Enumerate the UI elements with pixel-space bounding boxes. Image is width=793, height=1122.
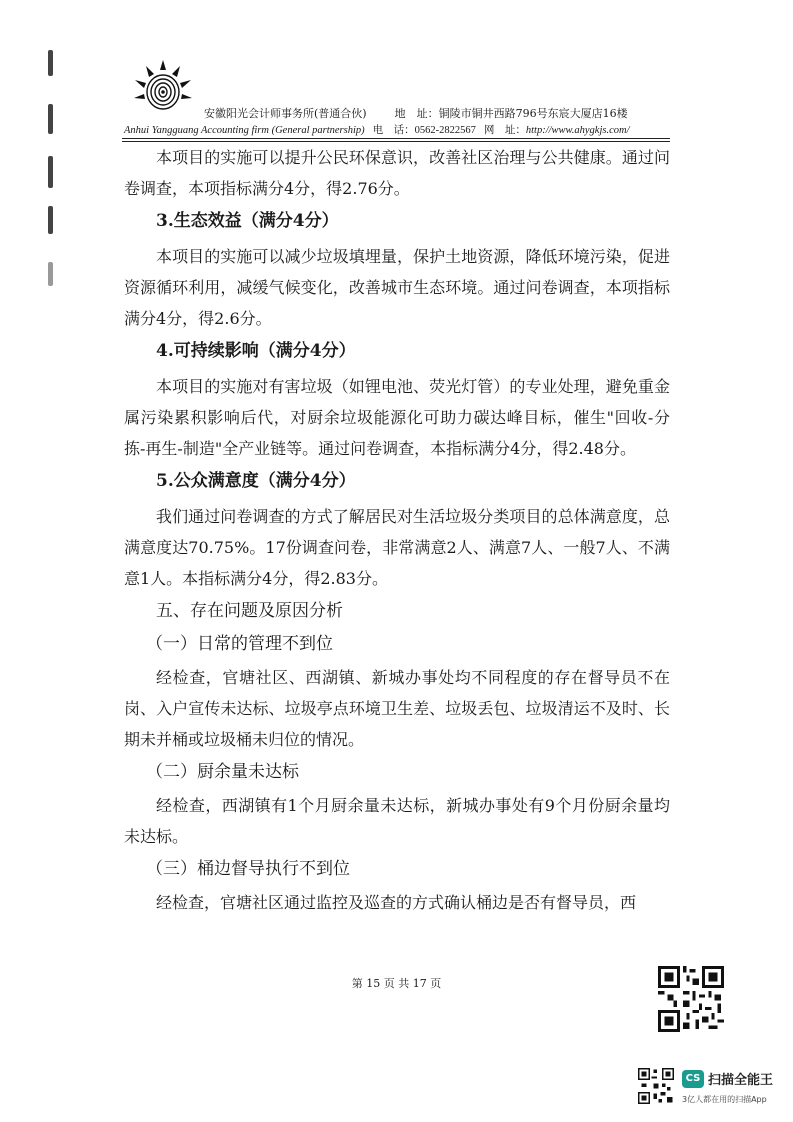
- qr-code-icon: [658, 966, 724, 1032]
- header-line-1: [204, 105, 628, 121]
- qr-code-icon: [638, 1068, 674, 1104]
- scanner-tagline: 3亿人都在用的扫描App: [682, 1095, 767, 1104]
- web-value: http://www.ahygkjs.com/: [525, 125, 630, 136]
- paragraph: 经检查，西湖镇有1个月厨余量未达标，新城办事处有9个月份厨余量均未达标。: [124, 796, 670, 846]
- firm-name-en: Anhui Yangguang Accounting firm (General partnership): [124, 125, 365, 136]
- binder-mark: [48, 50, 53, 76]
- subsection-heading: （三）桶边督导执行不到位: [146, 859, 350, 879]
- heading-ecological-benefit: 3.生态效益（满分4分）: [156, 211, 339, 231]
- paragraph: 本项目的实施对有害垃圾（如锂电池、荧光灯管）的专业处理，避免重金属污染累积影响后代，对厨余垃圾能源化可助力碳达峰目标，催生"回收-分拣-再生-制造"全产业链等。通过问卷调查，本指标满分4分，得2.48分。: [124, 377, 670, 458]
- binder-mark: [48, 156, 53, 188]
- page-body: [124, 142, 670, 918]
- heading-sustainable-impact: 4.可持续影响（满分4分）: [156, 341, 356, 361]
- subsection-heading: （一）日常的管理不到位: [146, 634, 333, 654]
- address-value: 铜陵市铜井西路796号东宸大厦店16楼: [438, 107, 628, 120]
- firm-name-cn: 安徽阳光会计师事务所(普通合伙): [204, 107, 367, 120]
- heading-public-satisfaction: 5.公众满意度（满分4分）: [156, 471, 356, 491]
- header-rule: [122, 138, 670, 139]
- camscanner-logo-icon: CS: [682, 1070, 704, 1088]
- paragraph: 经检查，官塘社区通过监控及巡查的方式确认桶边是否有督导员，西: [156, 893, 637, 912]
- web-label: 网 址：: [483, 125, 526, 136]
- sunburst-logo-icon: [132, 58, 194, 114]
- scanner-app-name: 扫描全能王: [708, 1073, 774, 1088]
- binder-mark: [48, 104, 53, 134]
- paragraph: 本项目的实施可以提升公民环保意识，改善社区治理与公共健康。通过问卷调查，本项指标满分4分，得2.76分。: [124, 148, 670, 198]
- page-number: 第 15 页 共 17 页: [351, 977, 442, 990]
- tel-label: 电 话：: [372, 125, 415, 136]
- binder-mark: [48, 206, 53, 234]
- paragraph: 本项目的实施可以减少垃圾填埋量，保护土地资源，降低环境污染，促进资源循环利用，减缓气候变化，改善城市生态环境。通过问卷调查，本项指标满分4分，得2.6分。: [124, 247, 670, 328]
- address-label: 地 址：: [394, 107, 439, 120]
- subsection-heading: （二）厨余量未达标: [146, 762, 299, 782]
- tel-value: 0562-2822567: [414, 125, 476, 136]
- header-line-2: [124, 122, 630, 137]
- paragraph: 我们通过问卷调查的方式了解居民对生活垃圾分类项目的总体满意度，总满意度达70.75%。17份调查问卷，非常满意2人、满意7人、一般7人、不满意1人。本指标满分4分，得2.83分。: [124, 507, 670, 588]
- section-heading: 五、存在问题及原因分析: [156, 601, 343, 621]
- binder-mark: [48, 262, 53, 286]
- paragraph: 经检查，官塘社区、西湖镇、新城办事处均不同程度的存在督导员不在岗、入户宣传未达标、垃圾亭点环境卫生差、垃圾丢包、垃圾清运不及时、长期未并桶或垃圾桶未归位的情况。: [124, 668, 670, 749]
